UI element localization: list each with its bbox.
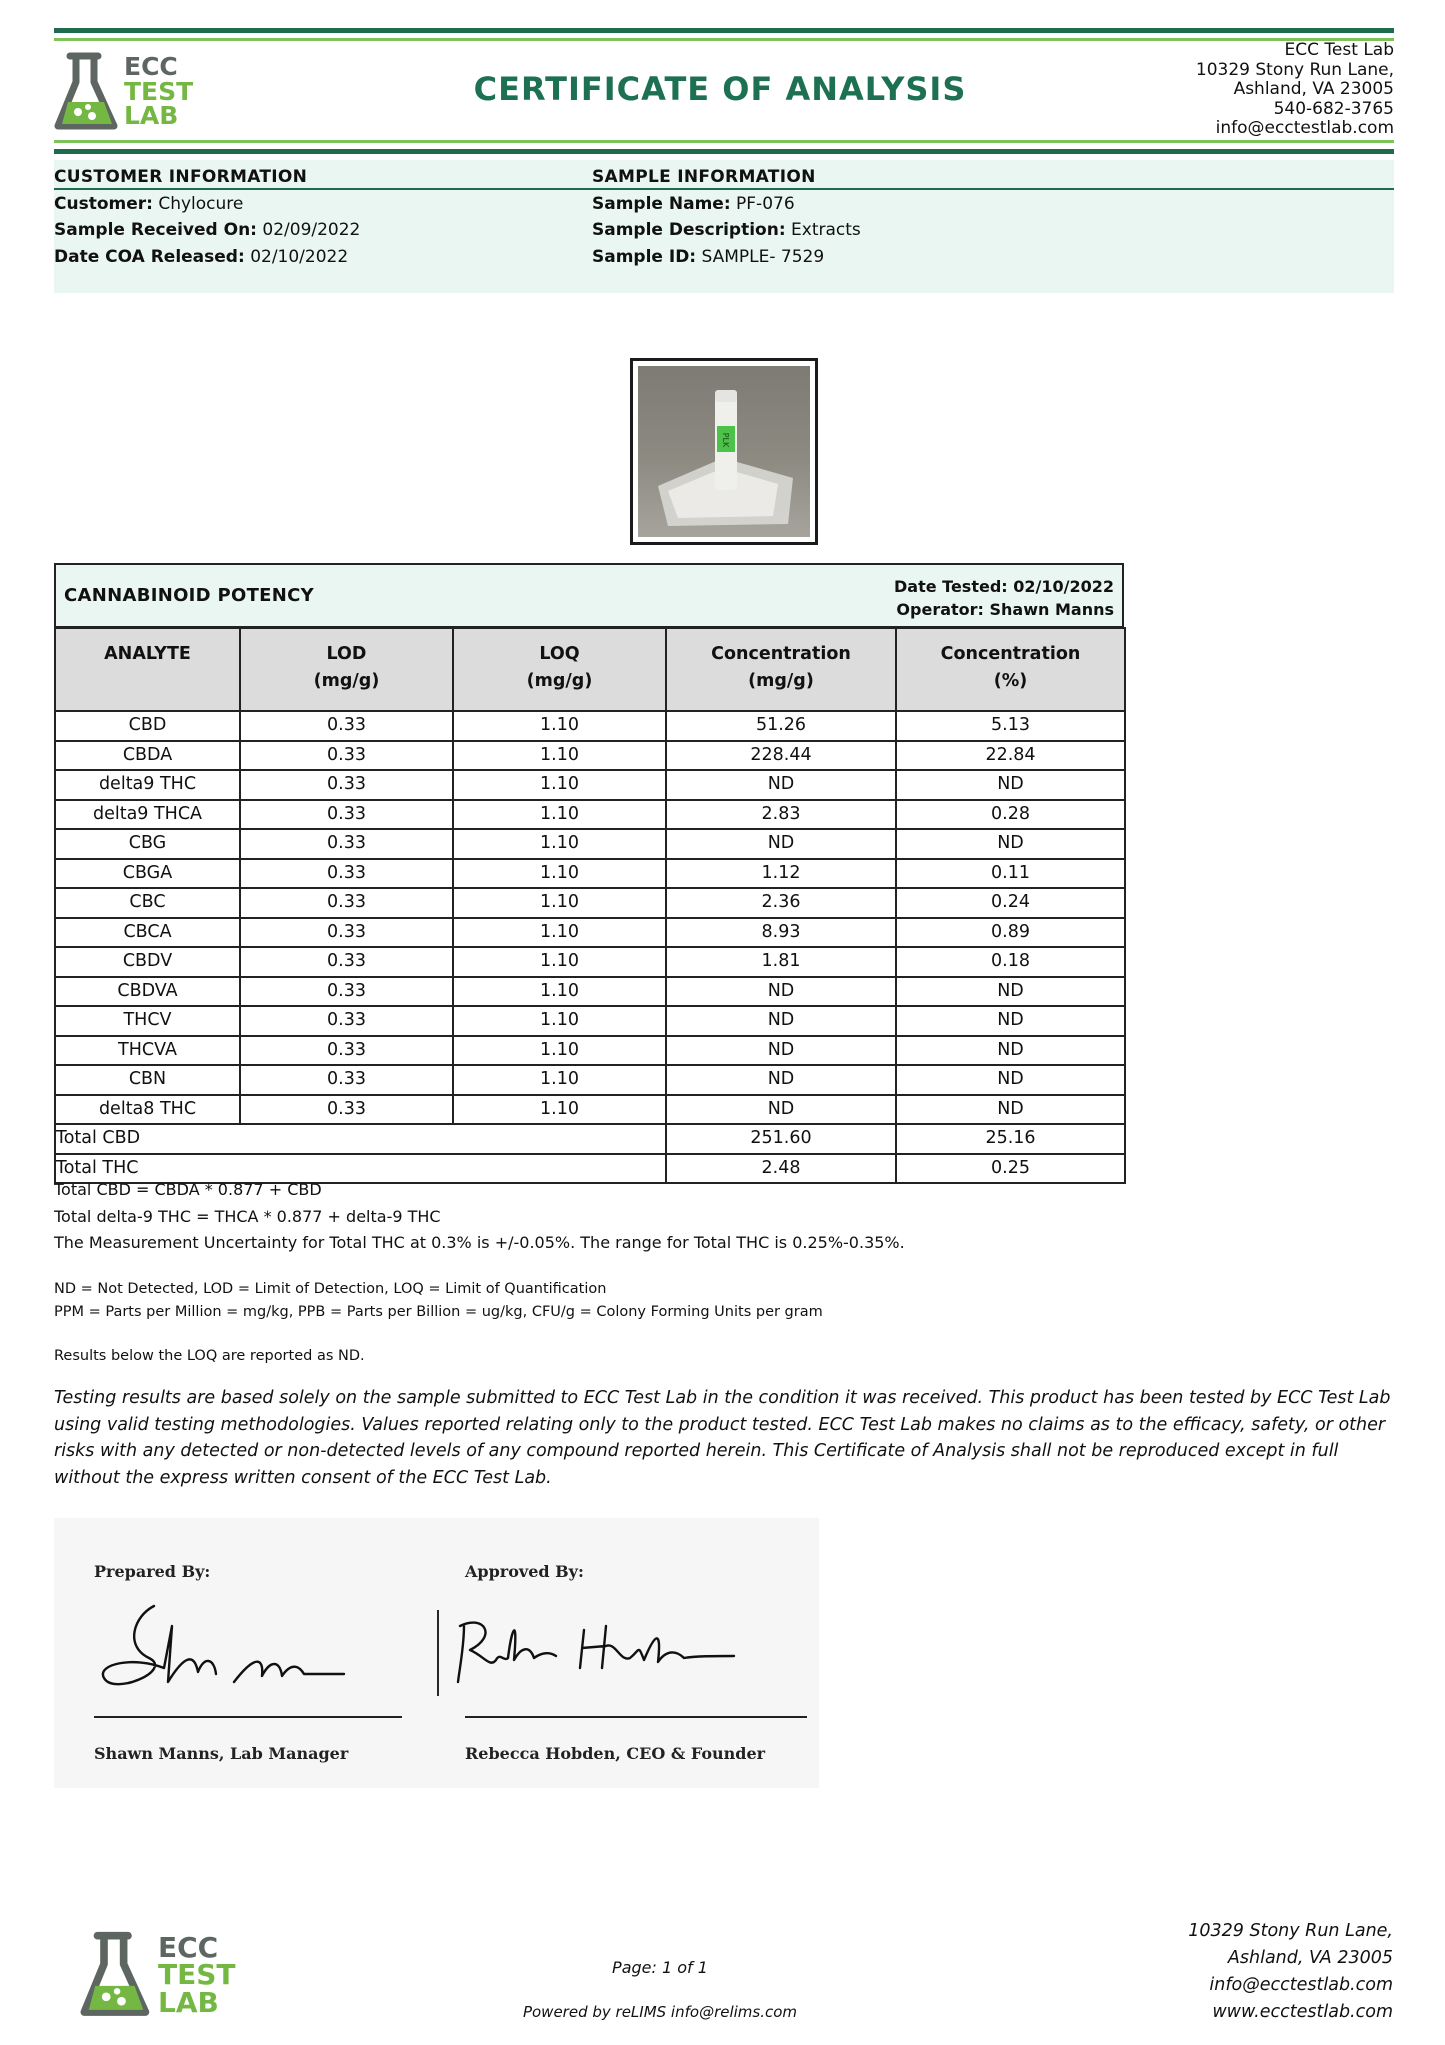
- conc-mg-cell: ND: [666, 1065, 896, 1095]
- analyte-cell: CBDVA: [55, 977, 240, 1007]
- loq-note: Results below the LOQ are reported as ND.: [54, 1348, 365, 1364]
- conc-mg-cell: ND: [666, 977, 896, 1007]
- conc-pct-cell: 0.89: [896, 918, 1125, 948]
- loq-cell: 1.10: [453, 829, 666, 859]
- lab-address-block: [1196, 41, 1394, 139]
- lod-cell: 0.33: [240, 977, 453, 1007]
- header-bottom-rule-light: [54, 140, 1394, 143]
- loq-cell: 1.10: [453, 947, 666, 977]
- lab-street: 10329 Stony Run Lane,: [1195, 59, 1394, 80]
- analyte-cell: CBDA: [55, 741, 240, 771]
- formula-notes: [54, 1177, 905, 1257]
- sample-name-row: [592, 191, 861, 218]
- analyte-cell: CBDV: [55, 947, 240, 977]
- powered-by: Powered by reLIMS info@relims.com: [522, 2003, 798, 2021]
- lod-cell: 0.33: [240, 770, 453, 800]
- received-row: [54, 217, 360, 244]
- operator: Operator: Shawn Manns: [896, 600, 1114, 619]
- flask-logo-icon: [54, 52, 120, 132]
- conc-pct-cell: ND: [896, 977, 1125, 1007]
- loq-cell: 1.10: [453, 888, 666, 918]
- conc-pct-cell: 0.24: [896, 888, 1125, 918]
- logo-text-test: TEST: [158, 1958, 236, 1992]
- document-title: CERTIFICATE OF ANALYSIS: [473, 70, 967, 108]
- approved-by-label: Approved By:: [465, 1562, 584, 1581]
- table-row: [55, 800, 1125, 830]
- flask-logo-icon: [80, 1930, 152, 2020]
- lod-cell: 0.33: [240, 711, 453, 741]
- total-pct-cell: 25.16: [896, 1124, 1125, 1154]
- lod-cell: 0.33: [240, 829, 453, 859]
- sample-desc-label: Sample Description:: [592, 220, 786, 240]
- lab-email: info@ecctestlab.com: [1215, 118, 1394, 138]
- total-label-cell: Total THC: [55, 1154, 666, 1184]
- analyte-cell: delta9 THCA: [55, 800, 240, 830]
- vial-photo-icon: [638, 366, 808, 535]
- customer-info-heading: CUSTOMER INFORMATION: [54, 167, 308, 187]
- signature-block: [54, 1518, 819, 1788]
- lod-cell: 0.33: [240, 741, 453, 771]
- sample-id-row: [592, 244, 861, 271]
- conc-pct-cell: ND: [896, 770, 1125, 800]
- conc-pct-cell: ND: [896, 829, 1125, 859]
- loq-cell: 1.10: [453, 711, 666, 741]
- conc-mg-cell: 8.93: [666, 918, 896, 948]
- lod-cell: 0.33: [240, 1006, 453, 1036]
- table-row: [55, 1065, 1125, 1095]
- table-row: [55, 977, 1125, 1007]
- conc-mg-cell: 51.26: [666, 711, 896, 741]
- lod-cell: 0.33: [240, 1036, 453, 1066]
- conc-pct-cell: 0.18: [896, 947, 1125, 977]
- total-row: [55, 1124, 1125, 1154]
- footer-address: [1188, 1918, 1393, 2026]
- conc-mg-cell: ND: [666, 1006, 896, 1036]
- table-row: [55, 711, 1125, 741]
- analyte-cell: THCVA: [55, 1036, 240, 1066]
- customer-information: [54, 164, 360, 270]
- analyte-cell: CBG: [55, 829, 240, 859]
- disclaimer: Testing results are based solely on the sample submitted to ECC Test Lab in the condition it was received. This product has been tested by ECC Test Lab using valid testing methodologies. Values reported relating only to the product tested. ECC Test Lab makes no claims as to the efficacy, safety, or other risks with any detected or non-detected levels of any compound reported herein. This Certificate of Analysis shall not be reproduced except in full without the express written consent of the ECC Test Lab.: [54, 1388, 1391, 1488]
- formula-total-cbd: Total CBD = CBDA * 0.877 + CBD: [54, 1180, 322, 1199]
- customer-value: Chylocure: [158, 193, 244, 214]
- conc-pct-cell: 22.84: [896, 741, 1125, 771]
- customer-row: [54, 191, 360, 218]
- analyte-cell: CBGA: [55, 859, 240, 889]
- header-top-rule-light: [54, 38, 1394, 41]
- lod-cell: 0.33: [240, 1065, 453, 1095]
- potency-header-row: [55, 628, 1125, 711]
- lod-cell: 0.33: [240, 859, 453, 889]
- table-row: [55, 918, 1125, 948]
- conc-pct-cell: ND: [896, 1095, 1125, 1125]
- col-lod: LOD (mg/g): [240, 628, 453, 711]
- lab-city: Ashland, VA 23005: [1233, 79, 1394, 99]
- loq-cell: 1.10: [453, 977, 666, 1007]
- table-row: [55, 829, 1125, 859]
- analyte-cell: CBC: [55, 888, 240, 918]
- loq-cell: 1.10: [453, 1036, 666, 1066]
- conc-pct-cell: ND: [896, 1006, 1125, 1036]
- header-bottom-rule-dark: [54, 149, 1394, 154]
- lod-cell: 0.33: [240, 888, 453, 918]
- customer-label: Customer:: [54, 193, 153, 214]
- conc-mg-cell: ND: [666, 829, 896, 859]
- sample-desc-value: Extracts: [791, 220, 861, 240]
- loq-cell: 1.10: [453, 1065, 666, 1095]
- col-loq: LOQ (mg/g): [453, 628, 666, 711]
- prepared-by-label: Prepared By:: [94, 1562, 211, 1581]
- received-label: Sample Received On:: [54, 220, 257, 240]
- sample-photo: [630, 358, 818, 545]
- conc-mg-cell: ND: [666, 1095, 896, 1125]
- loq-cell: 1.10: [453, 741, 666, 771]
- total-pct-cell: 0.25: [896, 1154, 1125, 1184]
- prepared-signature-image: [94, 1586, 394, 1706]
- conc-mg-cell: ND: [666, 770, 896, 800]
- sample-desc-row: [592, 217, 861, 244]
- legend-line-1: ND = Not Detected, LOD = Limit of Detection, LOQ = Limit of Quantification: [54, 1281, 607, 1297]
- prepared-by-name: Shawn Manns, Lab Manager: [94, 1744, 349, 1763]
- table-row: [55, 1006, 1125, 1036]
- lod-cell: 0.33: [240, 1095, 453, 1125]
- lab-phone: 540-682-3765: [1273, 98, 1394, 119]
- conc-pct-cell: ND: [896, 1036, 1125, 1066]
- col-concentration-mg: Concentration (mg/g): [666, 628, 896, 711]
- sample-name-value: PF-076: [736, 193, 795, 214]
- analyte-cell: delta9 THC: [55, 770, 240, 800]
- footer-street: 10329 Stony Run Lane,: [1188, 1921, 1393, 1941]
- loq-cell: 1.10: [453, 800, 666, 830]
- potency-title: CANNABINOID POTENCY: [64, 585, 314, 606]
- approved-by-name: Rebecca Hobden, CEO & Founder: [465, 1744, 766, 1763]
- received-value: 02/09/2022: [262, 220, 361, 240]
- lab-name: ECC Test Lab: [1284, 40, 1394, 60]
- table-row: [55, 741, 1125, 771]
- analyte-cell: CBCA: [55, 918, 240, 948]
- conc-pct-cell: 0.28: [896, 800, 1125, 830]
- potency-meta: [894, 575, 1114, 621]
- sample-id-label: Sample ID:: [592, 246, 697, 267]
- potency-header: [54, 563, 1124, 628]
- loq-cell: 1.10: [453, 918, 666, 948]
- date-tested: Date Tested: 02/10/2022: [894, 577, 1114, 596]
- analyte-cell: delta8 THC: [55, 1095, 240, 1125]
- analyte-cell: THCV: [55, 1006, 240, 1036]
- logo-text-lab: LAB: [158, 1985, 219, 2019]
- approved-signature-image: [434, 1586, 794, 1706]
- sample-photo-image: [638, 366, 810, 537]
- footer-city: Ashland, VA 23005: [1227, 1948, 1393, 1968]
- legend-line-2: PPM = Parts per Million = mg/kg, PPB = Parts per Billion = ug/kg, CFU/g = Colony Forming Units per gram: [54, 1304, 823, 1320]
- lod-cell: 0.33: [240, 918, 453, 948]
- footer-logo: [80, 1930, 236, 2020]
- analyte-cell: CBD: [55, 711, 240, 741]
- conc-mg-cell: 1.12: [666, 859, 896, 889]
- conc-pct-cell: ND: [896, 1065, 1125, 1095]
- table-row: [55, 1036, 1125, 1066]
- header-logo: [54, 52, 193, 132]
- table-row: [55, 1095, 1125, 1125]
- footer-email: info@ecctestlab.com: [1209, 1975, 1393, 1995]
- prepared-signature-line: [94, 1716, 402, 1718]
- sample-info-heading: SAMPLE INFORMATION: [592, 167, 816, 187]
- table-row: [55, 859, 1125, 889]
- loq-cell: 1.10: [453, 1006, 666, 1036]
- logo-text-ecc: ECC: [124, 52, 178, 82]
- analyte-cell: CBN: [55, 1065, 240, 1095]
- lod-cell: 0.33: [240, 800, 453, 830]
- loq-cell: 1.10: [453, 859, 666, 889]
- col-concentration-pct: Concentration (%): [896, 628, 1125, 711]
- total-label-cell: Total CBD: [55, 1124, 666, 1154]
- header-top-rule-dark: [54, 28, 1394, 33]
- loq-cell: 1.10: [453, 770, 666, 800]
- abbreviation-legend: [54, 1278, 823, 1324]
- conc-mg-cell: ND: [666, 1036, 896, 1066]
- conc-mg-cell: 2.36: [666, 888, 896, 918]
- uncertainty-note: The Measurement Uncertainty for Total THC at 0.3% is +/-0.05%. The range for Total THC is 0.25%-0.35%.: [54, 1233, 905, 1252]
- conc-mg-cell: 228.44: [666, 741, 896, 771]
- logo-text-test: TEST: [124, 76, 194, 106]
- potency-table: [54, 627, 1126, 1184]
- loq-cell: 1.10: [453, 1095, 666, 1125]
- conc-mg-cell: 1.81: [666, 947, 896, 977]
- formula-total-thc: Total delta-9 THC = THCA * 0.877 + delta-9 THC: [54, 1206, 441, 1226]
- conc-pct-cell: 0.11: [896, 859, 1125, 889]
- conc-pct-cell: 5.13: [896, 711, 1125, 741]
- sample-name-label: Sample Name:: [592, 193, 731, 214]
- total-mg-cell: 2.48: [666, 1154, 896, 1184]
- released-label: Date COA Released:: [54, 246, 245, 267]
- sample-id-value: SAMPLE- 7529: [701, 246, 825, 267]
- sample-information: [592, 164, 861, 270]
- released-row: [54, 244, 360, 271]
- footer-website: www.ecctestlab.com: [1212, 2002, 1393, 2022]
- approved-signature-line: [465, 1716, 807, 1718]
- logo-text-ecc: ECC: [158, 1930, 219, 1964]
- table-row: [55, 947, 1125, 977]
- logo-text-lab: LAB: [124, 101, 179, 131]
- page-number: Page: 1 of 1: [612, 1958, 708, 1977]
- vial-label-text: PLK: [721, 432, 730, 448]
- total-mg-cell: 251.60: [666, 1124, 896, 1154]
- col-analyte: ANALYTE: [55, 628, 240, 711]
- lod-cell: 0.33: [240, 947, 453, 977]
- released-value: 02/10/2022: [250, 246, 349, 267]
- table-row: [55, 770, 1125, 800]
- table-row: [55, 888, 1125, 918]
- conc-mg-cell: 2.83: [666, 800, 896, 830]
